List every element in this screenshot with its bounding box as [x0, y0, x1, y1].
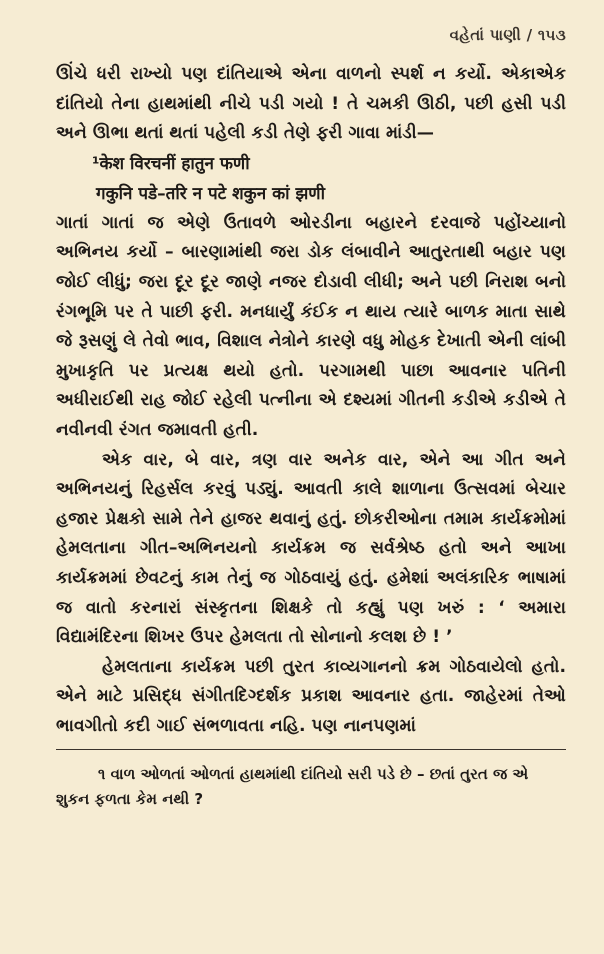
footnote: ૧ વાળ ઓળતાં ઓળતાં હાથમાંથી દાંતિયો સરી પડે છે – છતાં તુરત જ એ શુકન ફળતા કેમ નથી ? — [56, 765, 529, 809]
paragraph-2: ગાતાં ગાતાં જ એણે ઉતાવળે ઓરડીના બહારને દરવાજે પહોંચ્યાનો અભિનય કર્યો – બારણામાંથી જરા ડોક લંબાવીને આતુરતાથી બહાર પણ જોઈ લીધું; જરા દૂર દૂર જાણે નજર દોડાવી લીધી; અને પછી નિરાશ બનો રંગભૂમિ પર તે પાછી ફરી. મનધાર્યું કંઈક ન થાય ત્યારે બાળક માતા સાથે જે રૂસણું લે તેવો ભાવ, વિશાલ નેત્રોને કારણે વધુ મોહક દેખાતી એની લાંબી મુખાકૃતિ પર પ્રત્યક્ષ થયો હતો. પરગામથી પાછા આવનાર પતિની અધીરાઈથી રાહ જોઈ રહેલી પત્નીના એ દશ્યમાં ગીતની કડીએ કડીએ તે નવીનવી રંગત જમાવતી હતી. — [56, 212, 566, 440]
paragraph-4: હેમલતાના કાર્યક્રમ પછી તુરત કાવ્યગાનનો ક્રમ ગોઠવાયેલો હતો. એને માટે પ્રસિદ્ધ સંગીતદિગ્દર્શક પ્રકાશ આવનાર હતા. જાહેરમાં તેઓ ભાવગીતો કદી ગાઈ સંભળાવતા નહિ. પણ નાનપણમાં — [56, 656, 566, 736]
running-header: વહેતાં પાણી / ૧૫૩ — [449, 26, 566, 44]
footnote-divider — [56, 749, 566, 750]
paragraph-3: એક વાર, બે વાર, ત્રણ વાર અનેક વાર, એને આ ગીત અને અભિનયનું રિહર્સલ કરવું પડ્યું. આવતી કાલે શાળાના ઉત્સવમાં બેચાર હજાર પ્રેક્ષકો સામે તેને હાજર થવાનું હતું. છોકરીઓના તમામ કાર્યક્રમોમાં હેમલતાના ગીત–અભિનયનો કાર્યક્રમ જ સર્વશ્રેષ્ઠ હતો અને આખા કાર્યક્રમમાં છેવટનું કામ તેનું જ ગોઠવાયું હતું. હમેશાં અલંકારિક ભાષામાં જ વાતો કરનારાં સંસ્કૃતના શિક્ષકે તો કહ્યું પણ ખરું : ‘ અમારા વિદ્યામંદિરના શિખર ઉપર હેમલતા તો સોનાનો કલશ છે ! ’ — [56, 449, 566, 648]
verse-line-2: गकुनि पडे–तरि न पटे शकुन कां झणी — [96, 183, 325, 204]
paragraph-continued: ઊંચે ધરી રાખ્યો પણ દાંતિયાએ એના વાળનો સ્પર્શ ન કર્યો. એકાએક દાંતિયો તેના હાથમાંથી નીચે પડી ગયો ! તે ચમકી ઊઠી, પછી હસી પડી અને ઊભા થતાં થતાં પહેલી કડી તેણે ફરી ગાવા માંડી— — [56, 64, 566, 144]
verse-line-1: ¹केश विरचनीं हातुन फणी — [92, 153, 250, 174]
